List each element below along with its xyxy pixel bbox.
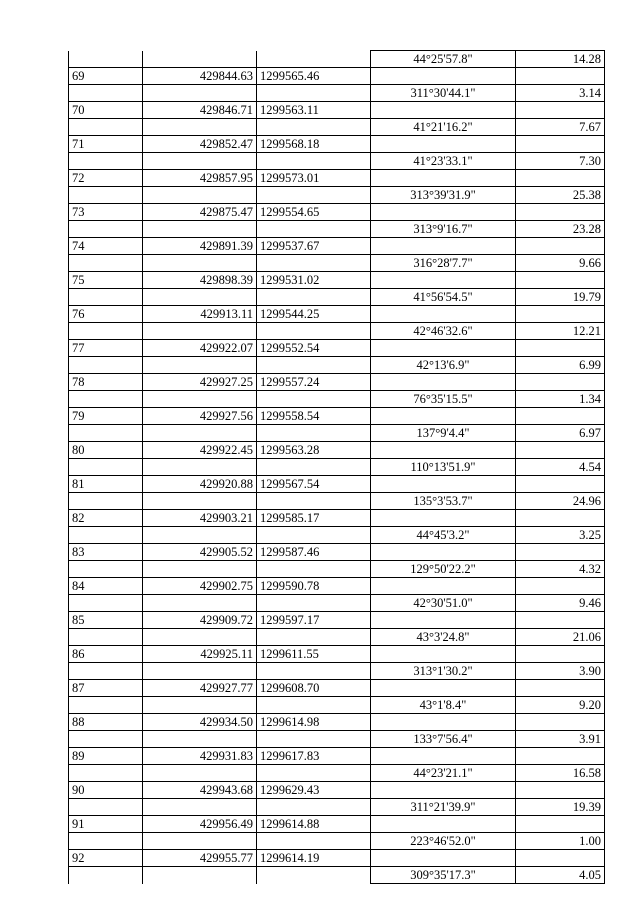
y-coordinate-cell: 1299554.65 [257,204,371,221]
y-coordinate-cell: 1299611.55 [257,646,371,663]
segment-row [69,833,605,850]
segment-row [69,799,605,816]
bearing-cell: 44°23'21.1" [371,765,516,782]
empty-cell [516,816,605,833]
segment-row [69,561,605,578]
bearing-cell: 43°1'8.4" [371,697,516,714]
bearing-cell: 42°46'32.6" [371,323,516,340]
distance-cell: 25.38 [516,187,605,204]
x-coordinate-cell: 429920.88 [143,476,257,493]
empty-cell [69,527,143,544]
point-row [69,136,605,153]
empty-cell [69,51,143,68]
empty-cell [69,255,143,272]
x-coordinate-cell: 429846.71 [143,102,257,119]
distance-cell: 23.28 [516,221,605,238]
empty-cell [257,493,371,510]
bearing-cell: 41°23'33.1" [371,153,516,170]
empty-cell [143,187,257,204]
segment-row [69,357,605,374]
empty-cell [257,765,371,782]
empty-cell [69,765,143,782]
empty-cell [371,816,516,833]
empty-cell [257,595,371,612]
bearing-cell: 42°30'51.0" [371,595,516,612]
distance-cell: 3.25 [516,527,605,544]
point-row [69,170,605,187]
empty-cell [143,731,257,748]
segment-row [69,493,605,510]
bearing-cell: 137°9'4.4" [371,425,516,442]
empty-cell [257,221,371,238]
distance-cell: 12.21 [516,323,605,340]
point-id-cell: 89 [69,748,143,765]
empty-cell [516,544,605,561]
empty-cell [516,170,605,187]
empty-cell [257,357,371,374]
point-row [69,476,605,493]
point-id-cell: 78 [69,374,143,391]
empty-cell [143,85,257,102]
empty-cell [371,680,516,697]
x-coordinate-cell: 429956.49 [143,816,257,833]
x-coordinate-cell: 429925.11 [143,646,257,663]
empty-cell [371,510,516,527]
point-id-cell: 87 [69,680,143,697]
x-coordinate-cell: 429927.77 [143,680,257,697]
empty-cell [69,697,143,714]
point-id-cell: 73 [69,204,143,221]
segment-row [69,459,605,476]
x-coordinate-cell: 429905.52 [143,544,257,561]
y-coordinate-cell: 1299585.17 [257,510,371,527]
y-coordinate-cell: 1299565.46 [257,68,371,85]
point-id-cell: 70 [69,102,143,119]
empty-cell [371,136,516,153]
point-row [69,306,605,323]
point-id-cell: 75 [69,272,143,289]
empty-cell [371,748,516,765]
point-id-cell: 72 [69,170,143,187]
y-coordinate-cell: 1299531.02 [257,272,371,289]
empty-cell [257,323,371,340]
empty-cell [143,425,257,442]
segment-row [69,425,605,442]
point-row [69,748,605,765]
segment-row [69,323,605,340]
empty-cell [257,527,371,544]
distance-cell: 9.46 [516,595,605,612]
empty-cell [516,578,605,595]
x-coordinate-cell: 429955.77 [143,850,257,867]
empty-cell [516,68,605,85]
point-row [69,510,605,527]
empty-cell [257,459,371,476]
empty-cell [371,442,516,459]
empty-cell [69,85,143,102]
segment-row [69,629,605,646]
empty-cell [257,697,371,714]
empty-cell [257,391,371,408]
empty-cell [69,425,143,442]
empty-cell [516,782,605,799]
y-coordinate-cell: 1299563.11 [257,102,371,119]
segment-row [69,153,605,170]
distance-cell: 24.96 [516,493,605,510]
distance-cell: 4.05 [516,867,605,884]
empty-cell [257,187,371,204]
distance-cell: 4.32 [516,561,605,578]
distance-cell: 7.67 [516,119,605,136]
segment-row [69,527,605,544]
empty-cell [143,799,257,816]
empty-cell [371,272,516,289]
empty-cell [257,289,371,306]
empty-cell [143,323,257,340]
point-row [69,374,605,391]
bearing-cell: 41°56'54.5" [371,289,516,306]
y-coordinate-cell: 1299563.28 [257,442,371,459]
point-row [69,238,605,255]
empty-cell [143,697,257,714]
distance-cell: 1.34 [516,391,605,408]
empty-cell [143,153,257,170]
point-row [69,646,605,663]
x-coordinate-cell: 429927.56 [143,408,257,425]
bearing-cell: 42°13'6.9" [371,357,516,374]
segment-row [69,255,605,272]
empty-cell [371,340,516,357]
bearing-cell: 44°25'57.8" [371,51,516,68]
empty-cell [143,595,257,612]
empty-cell [143,867,257,884]
empty-cell [143,289,257,306]
distance-cell: 9.20 [516,697,605,714]
empty-cell [371,170,516,187]
bearing-cell: 311°30'44.1" [371,85,516,102]
segment-row [69,765,605,782]
empty-cell [371,646,516,663]
empty-cell [69,187,143,204]
bearing-cell: 309°35'17.3" [371,867,516,884]
empty-cell [371,374,516,391]
empty-cell [516,272,605,289]
y-coordinate-cell: 1299567.54 [257,476,371,493]
coordinate-table-body [69,51,605,884]
distance-cell: 6.97 [516,425,605,442]
point-row [69,204,605,221]
empty-cell [143,255,257,272]
point-row [69,442,605,459]
empty-cell [257,561,371,578]
segment-row [69,663,605,680]
empty-cell [516,340,605,357]
distance-cell: 21.06 [516,629,605,646]
segment-row [69,391,605,408]
empty-cell [371,714,516,731]
x-coordinate-cell: 429902.75 [143,578,257,595]
point-id-cell: 91 [69,816,143,833]
bearing-cell: 110°13'51.9" [371,459,516,476]
point-id-cell: 80 [69,442,143,459]
point-id-cell: 79 [69,408,143,425]
x-coordinate-cell: 429922.45 [143,442,257,459]
bearing-cell: 313°1'30.2" [371,663,516,680]
empty-cell [69,833,143,850]
x-coordinate-cell: 429943.68 [143,782,257,799]
x-coordinate-cell: 429913.11 [143,306,257,323]
empty-cell [257,85,371,102]
y-coordinate-cell: 1299590.78 [257,578,371,595]
empty-cell [69,459,143,476]
empty-cell [69,561,143,578]
x-coordinate-cell: 429934.50 [143,714,257,731]
x-coordinate-cell: 429922.07 [143,340,257,357]
point-id-cell: 74 [69,238,143,255]
y-coordinate-cell: 1299558.54 [257,408,371,425]
segment-row [69,289,605,306]
distance-cell: 19.39 [516,799,605,816]
point-id-cell: 83 [69,544,143,561]
bearing-cell: 223°46'52.0" [371,833,516,850]
empty-cell [516,510,605,527]
segment-row [69,187,605,204]
segment-row [69,85,605,102]
point-id-cell: 86 [69,646,143,663]
x-coordinate-cell: 429909.72 [143,612,257,629]
empty-cell [516,714,605,731]
bearing-cell: 313°9'16.7" [371,221,516,238]
empty-cell [69,119,143,136]
empty-cell [516,612,605,629]
point-id-cell: 90 [69,782,143,799]
bearing-cell: 76°35'15.5" [371,391,516,408]
point-row [69,714,605,731]
empty-cell [516,680,605,697]
empty-cell [371,204,516,221]
empty-cell [143,629,257,646]
empty-cell [516,136,605,153]
empty-cell [371,102,516,119]
distance-cell: 3.90 [516,663,605,680]
empty-cell [69,221,143,238]
empty-cell [371,578,516,595]
x-coordinate-cell: 429898.39 [143,272,257,289]
empty-cell [143,765,257,782]
empty-cell [69,663,143,680]
point-id-cell: 76 [69,306,143,323]
point-id-cell: 69 [69,68,143,85]
empty-cell [516,646,605,663]
point-row [69,816,605,833]
empty-cell [516,102,605,119]
point-id-cell: 77 [69,340,143,357]
empty-cell [371,782,516,799]
distance-cell: 6.99 [516,357,605,374]
point-row [69,102,605,119]
point-id-cell: 82 [69,510,143,527]
point-id-cell: 84 [69,578,143,595]
empty-cell [516,374,605,391]
y-coordinate-cell: 1299597.17 [257,612,371,629]
y-coordinate-cell: 1299614.88 [257,816,371,833]
empty-cell [371,68,516,85]
x-coordinate-cell: 429857.95 [143,170,257,187]
empty-cell [257,255,371,272]
y-coordinate-cell: 1299614.98 [257,714,371,731]
empty-cell [143,119,257,136]
bearing-cell: 311°21'39.9" [371,799,516,816]
empty-cell [69,629,143,646]
distance-cell: 4.54 [516,459,605,476]
segment-row [69,697,605,714]
point-id-cell: 71 [69,136,143,153]
distance-cell: 7.30 [516,153,605,170]
empty-cell [69,153,143,170]
bearing-cell: 43°3'24.8" [371,629,516,646]
empty-cell [143,391,257,408]
empty-cell [69,799,143,816]
empty-cell [371,306,516,323]
empty-cell [69,289,143,306]
bearing-cell: 41°21'16.2" [371,119,516,136]
empty-cell [143,663,257,680]
empty-cell [143,527,257,544]
empty-cell [371,850,516,867]
segment-row [69,595,605,612]
x-coordinate-cell: 429891.39 [143,238,257,255]
y-coordinate-cell: 1299568.18 [257,136,371,153]
empty-cell [257,425,371,442]
point-row [69,850,605,867]
x-coordinate-cell: 429844.63 [143,68,257,85]
y-coordinate-cell: 1299617.83 [257,748,371,765]
y-coordinate-cell: 1299608.70 [257,680,371,697]
y-coordinate-cell: 1299587.46 [257,544,371,561]
empty-cell [371,476,516,493]
empty-cell [143,561,257,578]
point-id-cell: 92 [69,850,143,867]
empty-cell [257,867,371,884]
empty-cell [516,306,605,323]
y-coordinate-cell: 1299544.25 [257,306,371,323]
empty-cell [516,238,605,255]
empty-cell [516,442,605,459]
empty-cell [69,731,143,748]
distance-cell: 3.91 [516,731,605,748]
bearing-cell: 133°7'56.4" [371,731,516,748]
empty-cell [69,323,143,340]
point-row [69,782,605,799]
empty-cell [371,612,516,629]
point-id-cell: 88 [69,714,143,731]
empty-cell [257,731,371,748]
segment-row [69,51,605,68]
empty-cell [143,459,257,476]
segment-row [69,119,605,136]
empty-cell [257,799,371,816]
point-row [69,272,605,289]
x-coordinate-cell: 429927.25 [143,374,257,391]
x-coordinate-cell: 429931.83 [143,748,257,765]
y-coordinate-cell: 1299614.19 [257,850,371,867]
point-row [69,612,605,629]
empty-cell [257,119,371,136]
empty-cell [516,748,605,765]
point-row [69,340,605,357]
empty-cell [257,663,371,680]
empty-cell [257,51,371,68]
empty-cell [143,51,257,68]
empty-cell [371,238,516,255]
y-coordinate-cell: 1299629.43 [257,782,371,799]
y-coordinate-cell: 1299537.67 [257,238,371,255]
empty-cell [143,221,257,238]
bearing-cell: 313°39'31.9" [371,187,516,204]
x-coordinate-cell: 429903.21 [143,510,257,527]
empty-cell [257,153,371,170]
empty-cell [257,833,371,850]
empty-cell [516,476,605,493]
bearing-cell: 44°45'3.2" [371,527,516,544]
distance-cell: 16.58 [516,765,605,782]
y-coordinate-cell: 1299552.54 [257,340,371,357]
empty-cell [69,595,143,612]
empty-cell [69,867,143,884]
point-row [69,544,605,561]
empty-cell [371,408,516,425]
coordinate-table [68,50,605,884]
distance-cell: 1.00 [516,833,605,850]
point-id-cell: 85 [69,612,143,629]
empty-cell [516,850,605,867]
segment-row [69,221,605,238]
bearing-cell: 129°50'22.2" [371,561,516,578]
y-coordinate-cell: 1299557.24 [257,374,371,391]
point-row [69,68,605,85]
segment-row [69,731,605,748]
bearing-cell: 316°28'7.7" [371,255,516,272]
point-row [69,680,605,697]
distance-cell: 19.79 [516,289,605,306]
y-coordinate-cell: 1299573.01 [257,170,371,187]
point-id-cell: 81 [69,476,143,493]
empty-cell [69,357,143,374]
point-row [69,578,605,595]
empty-cell [516,204,605,221]
empty-cell [143,357,257,374]
empty-cell [371,544,516,561]
x-coordinate-cell: 429875.47 [143,204,257,221]
empty-cell [516,408,605,425]
point-row [69,408,605,425]
distance-cell: 3.14 [516,85,605,102]
empty-cell [69,493,143,510]
empty-cell [257,629,371,646]
distance-cell: 14.28 [516,51,605,68]
segment-row [69,867,605,884]
x-coordinate-cell: 429852.47 [143,136,257,153]
empty-cell [69,391,143,408]
empty-cell [143,493,257,510]
empty-cell [143,833,257,850]
distance-cell: 9.66 [516,255,605,272]
bearing-cell: 135°3'53.7" [371,493,516,510]
